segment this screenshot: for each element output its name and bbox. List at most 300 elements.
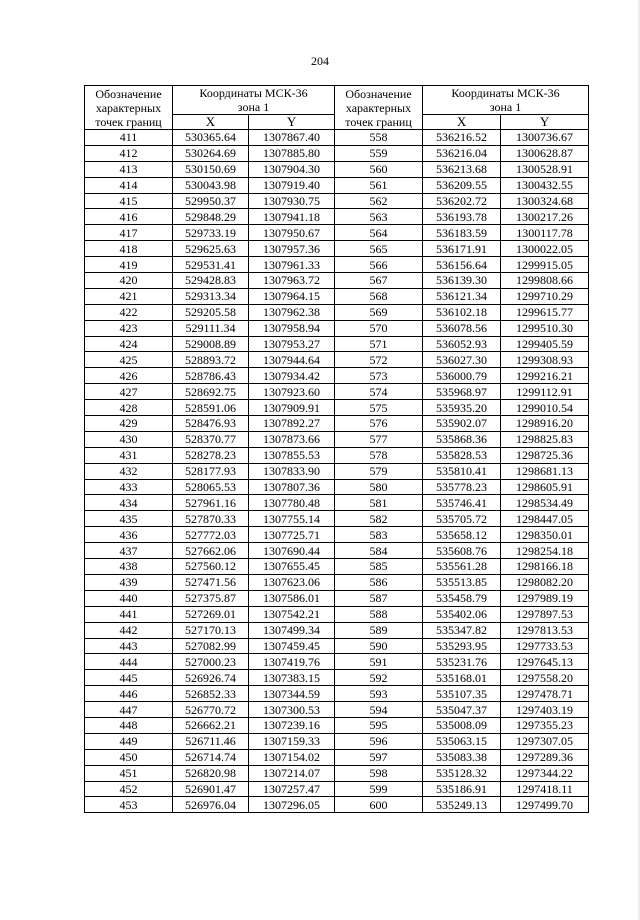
point-id-right: 595 — [335, 717, 423, 733]
y-right: 1299216.21 — [501, 368, 589, 384]
table-row — [85, 384, 589, 400]
x-right: 535186.91 — [423, 781, 501, 797]
x-left: 529950.37 — [173, 193, 249, 209]
point-id-right: 560 — [335, 161, 423, 177]
x-left: 530150.69 — [173, 161, 249, 177]
point-id-right: 593 — [335, 686, 423, 702]
point-id-left: 415 — [85, 193, 173, 209]
header-coords-group-right — [423, 86, 589, 115]
point-id-left: 449 — [85, 733, 173, 749]
y-right: 1298605.91 — [501, 479, 589, 495]
x-left: 528370.77 — [173, 431, 249, 447]
y-left: 1307383.15 — [249, 670, 335, 686]
y-left: 1307930.75 — [249, 193, 335, 209]
x-right: 535128.32 — [423, 765, 501, 781]
point-id-right: 599 — [335, 781, 423, 797]
y-left: 1307725.71 — [249, 527, 335, 543]
y-right: 1299308.93 — [501, 352, 589, 368]
point-id-left: 420 — [85, 273, 173, 289]
table-row — [85, 177, 589, 193]
header-text: характерных — [345, 100, 412, 115]
point-id-right: 580 — [335, 479, 423, 495]
point-id-left: 438 — [85, 559, 173, 575]
x-left: 528786.43 — [173, 368, 249, 384]
y-left: 1307296.05 — [249, 797, 335, 813]
x-left: 527269.01 — [173, 606, 249, 622]
point-id-left: 429 — [85, 416, 173, 432]
point-id-left: 418 — [85, 241, 173, 257]
x-left: 529531.41 — [173, 257, 249, 273]
x-right: 536156.64 — [423, 257, 501, 273]
y-right: 1297645.13 — [501, 654, 589, 670]
x-right: 535083.38 — [423, 749, 501, 765]
point-id-right: 567 — [335, 273, 423, 289]
y-right: 1299710.29 — [501, 288, 589, 304]
x-left: 529313.34 — [173, 288, 249, 304]
table-row — [85, 161, 589, 177]
point-id-left: 445 — [85, 670, 173, 686]
y-left: 1307892.27 — [249, 416, 335, 432]
header-text: зона 1 — [489, 100, 522, 114]
point-id-left: 446 — [85, 686, 173, 702]
point-id-right: 561 — [335, 177, 423, 193]
point-id-left: 437 — [85, 543, 173, 559]
y-left: 1307542.21 — [249, 606, 335, 622]
table-row — [85, 606, 589, 622]
header-text: Обозначение — [95, 86, 162, 101]
x-left: 526714.74 — [173, 749, 249, 765]
y-left: 1307300.53 — [249, 702, 335, 718]
point-id-left: 423 — [85, 320, 173, 336]
y-left: 1307154.02 — [249, 749, 335, 765]
point-id-right: 596 — [335, 733, 423, 749]
point-id-left: 413 — [85, 161, 173, 177]
point-id-right: 573 — [335, 368, 423, 384]
table-row — [85, 257, 589, 273]
point-id-right: 564 — [335, 225, 423, 241]
table-row — [85, 130, 589, 146]
y-right: 1297289.36 — [501, 749, 589, 765]
point-id-left: 416 — [85, 209, 173, 225]
point-id-left: 432 — [85, 463, 173, 479]
point-id-left: 443 — [85, 638, 173, 654]
y-left: 1307904.30 — [249, 161, 335, 177]
point-id-left: 450 — [85, 749, 173, 765]
table-row — [85, 241, 589, 257]
point-id-right: 572 — [335, 352, 423, 368]
point-id-right: 594 — [335, 702, 423, 718]
x-left: 529428.83 — [173, 273, 249, 289]
x-right: 535458.79 — [423, 590, 501, 606]
table-row — [85, 416, 589, 432]
x-left: 528692.75 — [173, 384, 249, 400]
point-id-left: 444 — [85, 654, 173, 670]
point-id-right: 574 — [335, 384, 423, 400]
point-id-right: 582 — [335, 511, 423, 527]
table-row — [85, 670, 589, 686]
x-right: 535968.97 — [423, 384, 501, 400]
x-left: 527471.56 — [173, 574, 249, 590]
point-id-left: 451 — [85, 765, 173, 781]
table-row — [85, 638, 589, 654]
x-left: 527961.16 — [173, 495, 249, 511]
table-row — [85, 193, 589, 209]
y-left: 1307958.94 — [249, 320, 335, 336]
point-id-right: 597 — [335, 749, 423, 765]
y-left: 1307807.36 — [249, 479, 335, 495]
point-id-left: 441 — [85, 606, 173, 622]
x-right: 535658.12 — [423, 527, 501, 543]
table-header — [85, 86, 589, 130]
x-left: 526770.72 — [173, 702, 249, 718]
y-right: 1300022.05 — [501, 241, 589, 257]
point-id-right: 558 — [335, 130, 423, 146]
x-left: 529733.19 — [173, 225, 249, 241]
y-left: 1307923.60 — [249, 384, 335, 400]
y-right: 1297558.20 — [501, 670, 589, 686]
y-right: 1298916.20 — [501, 416, 589, 432]
x-left: 528177.93 — [173, 463, 249, 479]
x-left: 529111.34 — [173, 320, 249, 336]
y-left: 1307214.07 — [249, 765, 335, 781]
y-right: 1297733.53 — [501, 638, 589, 654]
point-id-left: 427 — [85, 384, 173, 400]
x-left: 527000.23 — [173, 654, 249, 670]
point-id-right: 600 — [335, 797, 423, 813]
y-left: 1307962.38 — [249, 304, 335, 320]
x-left: 526662.21 — [173, 717, 249, 733]
y-left: 1307655.45 — [249, 559, 335, 575]
y-right: 1297307.05 — [501, 733, 589, 749]
x-left: 526852.33 — [173, 686, 249, 702]
point-id-right: 583 — [335, 527, 423, 543]
point-id-left: 440 — [85, 590, 173, 606]
y-right: 1298725.36 — [501, 447, 589, 463]
point-id-left: 452 — [85, 781, 173, 797]
table-row — [85, 574, 589, 590]
x-right: 535008.09 — [423, 717, 501, 733]
coordinates-table — [84, 85, 589, 813]
table-row — [85, 225, 589, 241]
x-left: 527662.06 — [173, 543, 249, 559]
y-left: 1307239.16 — [249, 717, 335, 733]
point-id-left: 412 — [85, 145, 173, 161]
x-left: 529205.58 — [173, 304, 249, 320]
point-id-left: 417 — [85, 225, 173, 241]
x-right: 535402.06 — [423, 606, 501, 622]
table-row — [85, 400, 589, 416]
y-left: 1307961.33 — [249, 257, 335, 273]
y-right: 1300324.68 — [501, 193, 589, 209]
point-id-left: 447 — [85, 702, 173, 718]
header-text: характерных — [95, 100, 162, 115]
point-id-right: 576 — [335, 416, 423, 432]
y-right: 1299510.30 — [501, 320, 589, 336]
table-row — [85, 463, 589, 479]
y-left: 1307941.18 — [249, 209, 335, 225]
x-right: 536216.04 — [423, 145, 501, 161]
table-row — [85, 622, 589, 638]
y-left: 1307909.91 — [249, 400, 335, 416]
x-left: 529625.63 — [173, 241, 249, 257]
x-right: 535810.41 — [423, 463, 501, 479]
y-right: 1297478.71 — [501, 686, 589, 702]
table-row — [85, 209, 589, 225]
point-id-right: 592 — [335, 670, 423, 686]
table-row — [85, 336, 589, 352]
x-right: 536078.56 — [423, 320, 501, 336]
point-id-right: 585 — [335, 559, 423, 575]
x-left: 527870.33 — [173, 511, 249, 527]
point-id-right: 562 — [335, 193, 423, 209]
header-point-label-left — [85, 86, 173, 130]
table-row — [85, 765, 589, 781]
point-id-right: 591 — [335, 654, 423, 670]
y-right: 1297355.23 — [501, 717, 589, 733]
header-text: точек границ — [95, 114, 162, 129]
y-left: 1307963.72 — [249, 273, 335, 289]
x-right: 535293.95 — [423, 638, 501, 654]
point-id-right: 566 — [335, 257, 423, 273]
point-id-right: 578 — [335, 447, 423, 463]
y-left: 1307919.40 — [249, 177, 335, 193]
point-id-right: 598 — [335, 765, 423, 781]
header-text: Обозначение — [345, 86, 412, 101]
table-row — [85, 511, 589, 527]
point-id-right: 565 — [335, 241, 423, 257]
point-id-left: 433 — [85, 479, 173, 495]
y-right: 1298082.20 — [501, 574, 589, 590]
y-right: 1300117.78 — [501, 225, 589, 241]
y-right: 1297989.19 — [501, 590, 589, 606]
y-right: 1299405.59 — [501, 336, 589, 352]
table-row — [85, 686, 589, 702]
point-id-right: 568 — [335, 288, 423, 304]
x-right: 536052.93 — [423, 336, 501, 352]
y-right: 1299112.91 — [501, 384, 589, 400]
x-left: 528065.53 — [173, 479, 249, 495]
y-right: 1298166.18 — [501, 559, 589, 575]
point-id-left: 435 — [85, 511, 173, 527]
point-id-left: 424 — [85, 336, 173, 352]
x-right: 535746.41 — [423, 495, 501, 511]
x-right: 535047.37 — [423, 702, 501, 718]
y-right: 1298447.05 — [501, 511, 589, 527]
header-x-right: X — [423, 115, 501, 130]
x-left: 527375.87 — [173, 590, 249, 606]
table-row — [85, 288, 589, 304]
y-right: 1297897.53 — [501, 606, 589, 622]
point-id-left: 428 — [85, 400, 173, 416]
x-left: 526820.98 — [173, 765, 249, 781]
table-row — [85, 702, 589, 718]
table-row — [85, 352, 589, 368]
point-id-left: 431 — [85, 447, 173, 463]
y-left: 1307953.27 — [249, 336, 335, 352]
point-id-right: 586 — [335, 574, 423, 590]
x-right: 535868.36 — [423, 431, 501, 447]
x-right: 536102.18 — [423, 304, 501, 320]
point-id-left: 422 — [85, 304, 173, 320]
point-id-left: 411 — [85, 130, 173, 146]
point-id-right: 577 — [335, 431, 423, 447]
x-right: 535705.72 — [423, 511, 501, 527]
y-left: 1307873.66 — [249, 431, 335, 447]
table-row — [85, 495, 589, 511]
point-id-right: 584 — [335, 543, 423, 559]
point-id-left: 448 — [85, 717, 173, 733]
x-left: 528893.72 — [173, 352, 249, 368]
table-row — [85, 654, 589, 670]
y-right: 1297418.11 — [501, 781, 589, 797]
header-x-left: X — [173, 115, 249, 130]
x-right: 536202.72 — [423, 193, 501, 209]
point-id-right: 571 — [335, 336, 423, 352]
header-coords-group-left — [173, 86, 335, 115]
point-id-right: 559 — [335, 145, 423, 161]
x-right: 536213.68 — [423, 161, 501, 177]
x-left: 527560.12 — [173, 559, 249, 575]
y-right: 1300528.91 — [501, 161, 589, 177]
table-row — [85, 559, 589, 575]
y-right: 1297403.19 — [501, 702, 589, 718]
x-left: 526926.74 — [173, 670, 249, 686]
y-right: 1300217.26 — [501, 209, 589, 225]
y-left: 1307755.14 — [249, 511, 335, 527]
y-left: 1307257.47 — [249, 781, 335, 797]
x-left: 530043.98 — [173, 177, 249, 193]
y-right: 1299010.54 — [501, 400, 589, 416]
x-right: 536171.91 — [423, 241, 501, 257]
y-right: 1297813.53 — [501, 622, 589, 638]
y-left: 1307780.48 — [249, 495, 335, 511]
table-row — [85, 590, 589, 606]
table-row — [85, 273, 589, 289]
x-right: 536183.59 — [423, 225, 501, 241]
table-body — [85, 130, 589, 813]
x-right: 535347.82 — [423, 622, 501, 638]
point-id-left: 439 — [85, 574, 173, 590]
header-y-right: Y — [501, 115, 589, 130]
x-right: 535168.01 — [423, 670, 501, 686]
table-row — [85, 368, 589, 384]
point-id-right: 589 — [335, 622, 423, 638]
point-id-left: 425 — [85, 352, 173, 368]
y-right: 1299915.05 — [501, 257, 589, 273]
point-id-right: 569 — [335, 304, 423, 320]
y-left: 1307867.40 — [249, 130, 335, 146]
point-id-right: 579 — [335, 463, 423, 479]
point-id-left: 436 — [85, 527, 173, 543]
y-left: 1307344.59 — [249, 686, 335, 702]
header-text: Координаты МСК-36 — [199, 86, 308, 100]
x-left: 527170.13 — [173, 622, 249, 638]
y-left: 1307833.90 — [249, 463, 335, 479]
x-right: 536121.34 — [423, 288, 501, 304]
point-id-right: 563 — [335, 209, 423, 225]
x-right: 536139.30 — [423, 273, 501, 289]
x-left: 530365.64 — [173, 130, 249, 146]
x-left: 526711.46 — [173, 733, 249, 749]
x-right: 536000.79 — [423, 368, 501, 384]
header-y-left: Y — [249, 115, 335, 130]
table-row — [85, 447, 589, 463]
x-left: 529848.29 — [173, 209, 249, 225]
point-id-right: 588 — [335, 606, 423, 622]
point-id-left: 442 — [85, 622, 173, 638]
table-row — [85, 320, 589, 336]
y-left: 1307950.67 — [249, 225, 335, 241]
x-right: 535935.20 — [423, 400, 501, 416]
y-left: 1307586.01 — [249, 590, 335, 606]
y-right: 1298254.18 — [501, 543, 589, 559]
table-row — [85, 145, 589, 161]
x-left: 528476.93 — [173, 416, 249, 432]
point-id-left: 430 — [85, 431, 173, 447]
x-right: 536209.55 — [423, 177, 501, 193]
y-left: 1307159.33 — [249, 733, 335, 749]
x-right: 535513.85 — [423, 574, 501, 590]
table-row — [85, 717, 589, 733]
point-id-left: 414 — [85, 177, 173, 193]
x-right: 535828.53 — [423, 447, 501, 463]
x-right: 536027.30 — [423, 352, 501, 368]
y-left: 1307623.06 — [249, 574, 335, 590]
header-text: Координаты МСК-36 — [451, 86, 560, 100]
table-row — [85, 431, 589, 447]
y-left: 1307964.15 — [249, 288, 335, 304]
y-left: 1307499.34 — [249, 622, 335, 638]
table-row — [85, 749, 589, 765]
y-left: 1307934.42 — [249, 368, 335, 384]
point-id-right: 590 — [335, 638, 423, 654]
x-right: 535778.23 — [423, 479, 501, 495]
x-left: 530264.69 — [173, 145, 249, 161]
y-right: 1298825.83 — [501, 431, 589, 447]
x-right: 535249.13 — [423, 797, 501, 813]
point-id-right: 570 — [335, 320, 423, 336]
x-right: 535063.15 — [423, 733, 501, 749]
y-left: 1307855.53 — [249, 447, 335, 463]
y-left: 1307885.80 — [249, 145, 335, 161]
point-id-left: 421 — [85, 288, 173, 304]
x-right: 535902.07 — [423, 416, 501, 432]
x-right: 535608.76 — [423, 543, 501, 559]
y-left: 1307957.36 — [249, 241, 335, 257]
header-point-label-right — [335, 86, 423, 130]
y-right: 1300432.55 — [501, 177, 589, 193]
point-id-left: 419 — [85, 257, 173, 273]
x-right: 535107.35 — [423, 686, 501, 702]
x-left: 527082.99 — [173, 638, 249, 654]
y-left: 1307690.44 — [249, 543, 335, 559]
table-row — [85, 797, 589, 813]
table-row — [85, 527, 589, 543]
y-right: 1297499.70 — [501, 797, 589, 813]
y-right: 1299615.77 — [501, 304, 589, 320]
x-left: 526976.04 — [173, 797, 249, 813]
y-right: 1300628.87 — [501, 145, 589, 161]
table-row — [85, 781, 589, 797]
x-right: 536193.78 — [423, 209, 501, 225]
point-id-right: 587 — [335, 590, 423, 606]
point-id-right: 581 — [335, 495, 423, 511]
table-row — [85, 304, 589, 320]
y-right: 1298681.13 — [501, 463, 589, 479]
x-right: 535231.76 — [423, 654, 501, 670]
table-row — [85, 543, 589, 559]
page-number: 204 — [311, 54, 329, 68]
